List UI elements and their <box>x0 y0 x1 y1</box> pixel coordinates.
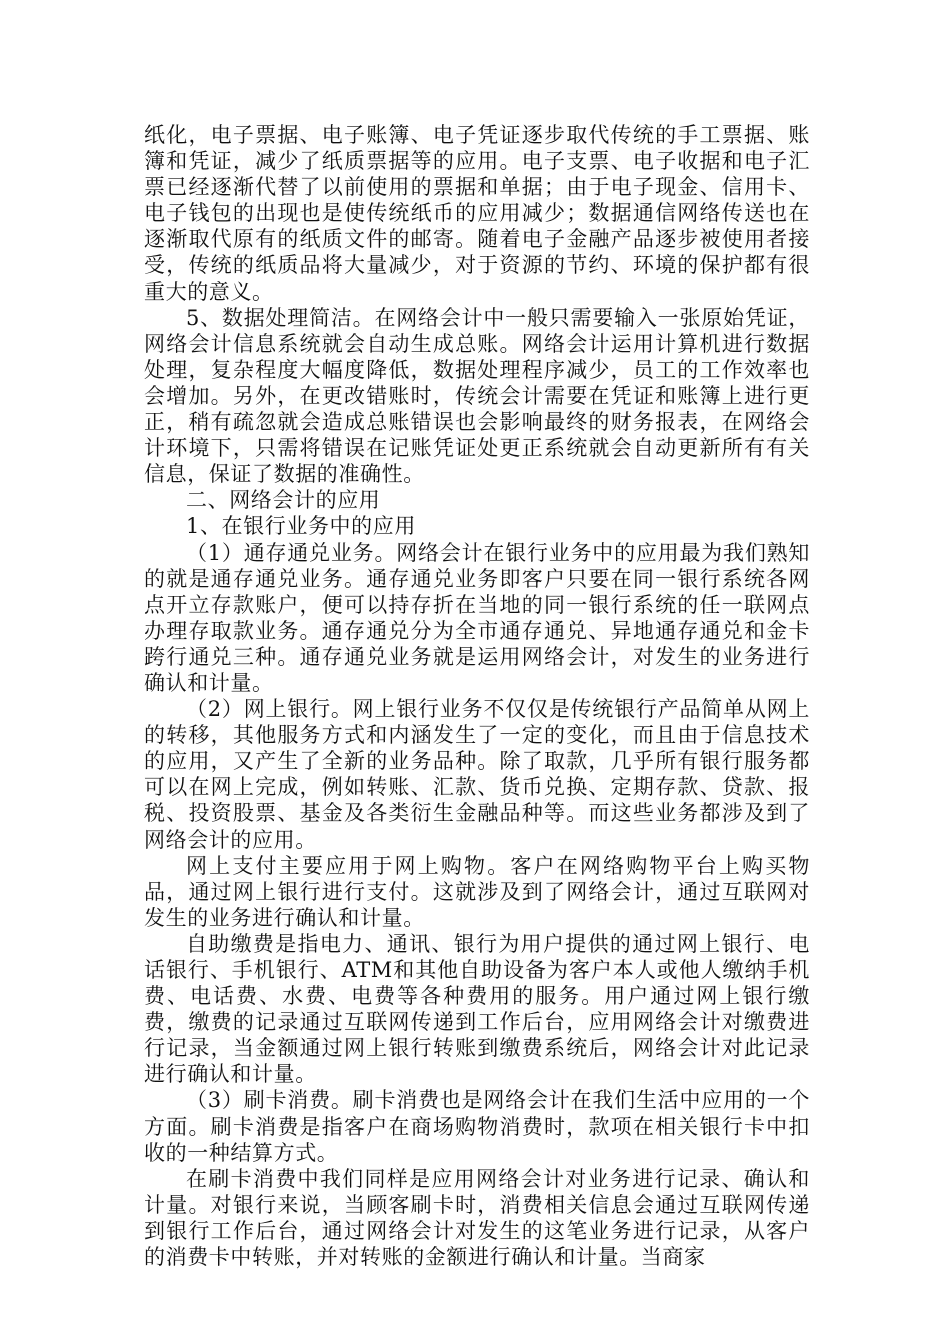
paragraph-online-banking: （2）网上银行。网上银行业务不仅仅是传统银行产品简单从网上的转移，其他服务方式和内涵发生了一定的变化，而且由于信息技术的应用，又产生了全新的业务品种。除了取款，几乎所有银行服务都可以在网上完成，例如转账、汇款、货币兑换、定期存款、贷款、报税、投资股票、基金及各类衍生金融品种等。而这些业务都涉及到了网络会计的应用。 <box>144 697 810 852</box>
document-page <box>144 122 810 1270</box>
section-heading-applications: 二、网络会计的应用 <box>186 488 381 513</box>
paragraph-paperless-intro: 纸化，电子票据、电子账簿、电子凭证逐步取代传统的手工票据、账簿和凭证，减少了纸质票据等的应用。电子支票、电子收据和电子汇票已经逐渐代替了以前使用的票据和单据；由于电子现金、信用卡、电子钱包的出现也是使传统纸币的应用减少；数据通信网络传送也在逐渐取代原有的纸质文件的邮寄。随着电子金融产品逐步被使用者接受，传统的纸质品将大量减少，对于资源的节约、环境的保护都有很重大的意义。 <box>144 123 810 304</box>
paragraph-card-accounting: 在刷卡消费中我们同样是应用网络会计对业务进行记录、确认和计量。对银行来说，当顾客刷卡时，消费相关信息会通过互联网传递到银行工作后台，通过网络会计对发生的这笔业务进行记录，从客户的消费卡中转账，并对转账的金额进行确认和计量。当商家 <box>144 1166 810 1270</box>
paragraph-card-consumption: （3）刷卡消费。刷卡消费也是网络会计在我们生活中应用的一个方面。刷卡消费是指客户在商场购物消费时，款项在相关银行卡中扣收的一种结算方式。 <box>144 1088 810 1165</box>
paragraph-self-service-payment: 自助缴费是指电力、通讯、银行为用户提供的通过网上银行、电话银行、手机银行、ATM和其他自助设备为客户本人或他人缴纳手机费、电话费、水费、电费等各种费用的服务。用户通过网上银行缴费，缴费的记录通过互联网传递到工作后台，应用网络会计对缴费进行记录，当金额通过网上银行转账到缴费系统后，网络会计对此记录进行确认和计量。 <box>144 931 810 1087</box>
subsection-heading-banking: 1、在银行业务中的应用 <box>186 514 416 539</box>
paragraph-data-processing: 5、数据处理简洁。在网络会计中一般只需要输入一张原始凭证，网络会计信息系统就会自动生成总账。网络会计运用计算机进行数据处理，复杂程度大幅度降低，数据处理程序减少，员工的工作效率也会增加。另外，在更改错账时，传统会计需要在凭证和账簿上进行更正，稍有疏忽就会造成总账错误也会影响最终的财务报表，在网络会计环境下，只需将错误在记账凭证处更正系统就会自动更新所有有关信息，保证了数据的准确性。 <box>144 305 810 487</box>
paragraph-deposit-withdrawal: （1）通存通兑业务。网络会计在银行业务中的应用最为我们熟知的就是通存通兑业务。通存通兑业务即客户只要在同一银行系统各网点开立存款账户，便可以持存折在当地的同一银行系统的任一联网点办理存取款业务。通存通兑分为全市通存通兑、异地通存通兑和金卡跨行通兑三种。通存通兑业务就是运用网络会计，对发生的业务进行确认和计量。 <box>144 540 810 695</box>
paragraph-online-payment: 网上支付主要应用于网上购物。客户在网络购物平台上购买物品，通过网上银行进行支付。这就涉及到了网络会计，通过互联网对发生的业务进行确认和计量。 <box>144 853 810 930</box>
